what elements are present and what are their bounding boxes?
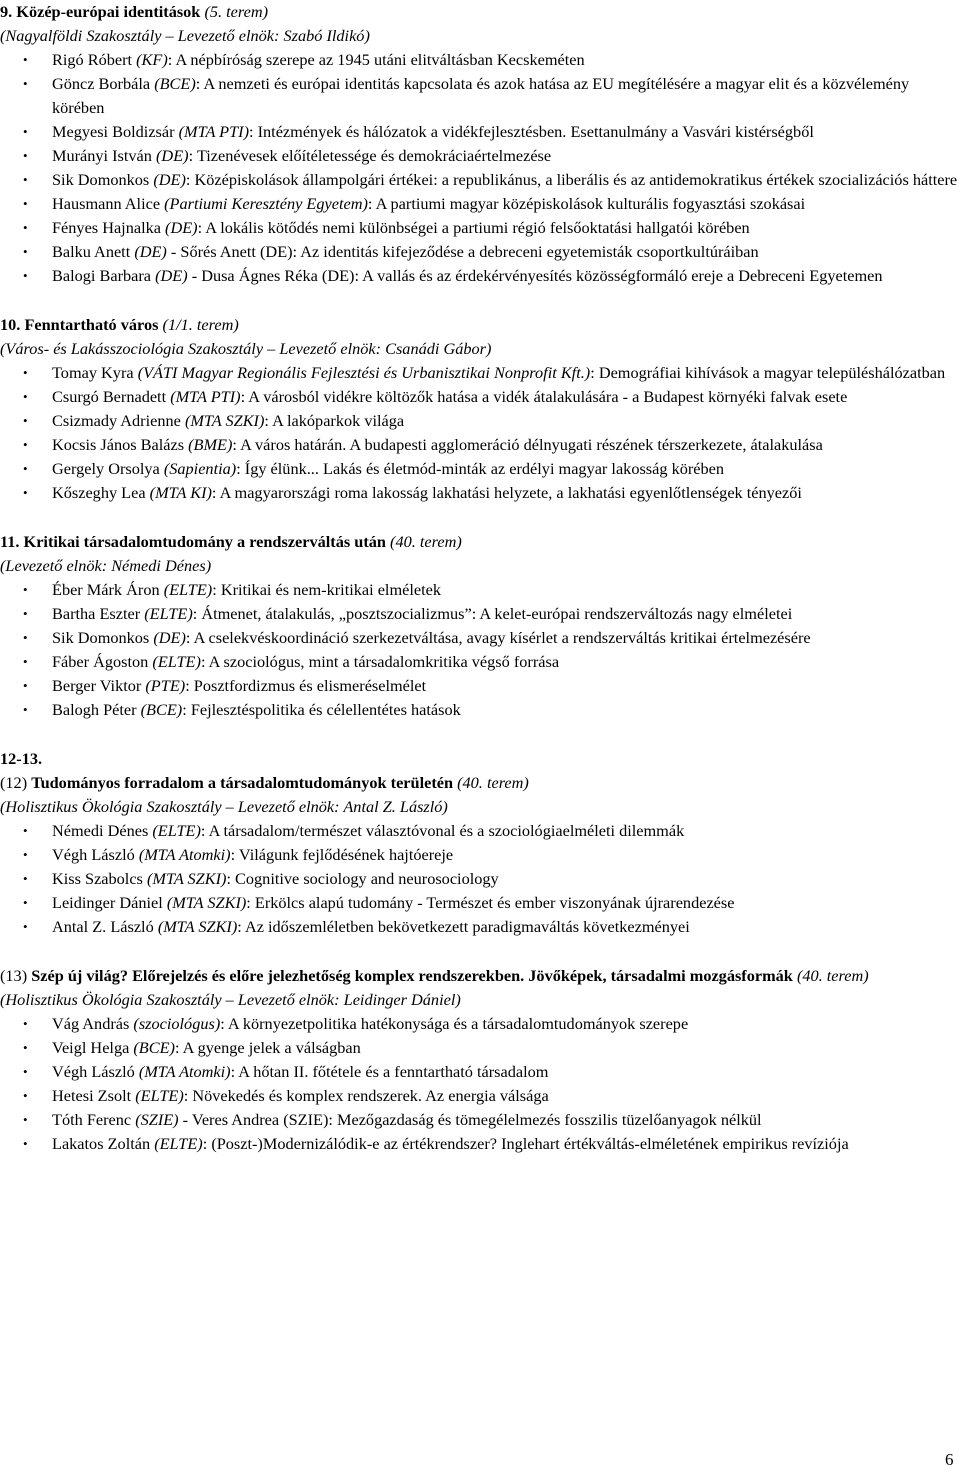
- list-item: • Balogi Barbara (DE) - Dusa Ágnes Réka (DE): A vallás és az érdekérvényesítés közösségformáló ereje a Debreceni Egyetemen: [0, 264, 960, 288]
- section-title: Tudományos forradalom a társadalomtudományok területén: [31, 773, 454, 792]
- list-item: • Balogh Péter (BCE): Fejlesztéspolitika és célellentétes hatások: [0, 698, 960, 722]
- list-item: • Hausmann Alice (Partiumi Keresztény Egyetem): A partiumi magyar középiskolások kulturális fogyasztási szokásai: [0, 192, 960, 216]
- list-item: • Kocsis János Balázs (BME): A város határán. A budapesti agglomeráció délnyugati részének térszerkezete, átalakulása: [0, 433, 960, 457]
- list-item: • Rigó Róbert (KF): A népbíróság szerepe az 1945 utáni elitváltásban Kecskeméten: [0, 48, 960, 72]
- section-heading: [0, 530, 960, 554]
- room-label: (40. terem): [390, 532, 462, 551]
- list-item: • Berger Viktor (PTE): Posztfordizmus és elismeréselmélet: [0, 674, 960, 698]
- list-item: • Csurgó Bernadett (MTA PTI): A városból vidékre költözők hatása a vidék átalakulására - a Budapest környéki falvak esete: [0, 385, 960, 409]
- list-item: • Veigl Helga (BCE): A gyenge jelek a válságban: [0, 1036, 960, 1060]
- list-item: • Gergely Orsolya (Sapientia): Így élünk... Lakás és életmód-minták az erdélyi magyar lakosság körében: [0, 457, 960, 481]
- list-item: • Antal Z. László (MTA SZKI): Az időszemléletben bekövetkezett paradigmaváltás következményei: [0, 915, 960, 939]
- talk-list: [0, 361, 960, 505]
- section-number: 11.: [0, 532, 20, 551]
- section-heading: [0, 771, 960, 795]
- list-item: • Sik Domonkos (DE): A cselekvéskoordináció szerkezetváltása, avagy kísérlet a rendszerváltás kritikai értelmezésére: [0, 626, 960, 650]
- section-number: 12-13.: [0, 749, 43, 768]
- session-number: (13): [0, 966, 28, 985]
- room-label: (40. terem): [457, 773, 529, 792]
- section-heading: [0, 313, 960, 337]
- chair-line: (Nagyalföldi Szakosztály – Levezető elnök: Szabó Ildikó): [0, 26, 370, 45]
- section-number: 10.: [0, 315, 21, 334]
- list-item: • Lakatos Zoltán (ELTE): (Poszt-)Modernizálódik-e az értékrendszer? Inglehart értékváltás-elméletének empirikus revíziója: [0, 1132, 960, 1156]
- section-title: Szép új világ? Előrejelzés és előre jelezhetőség komplex rendszerekben. Jövőképek, társadalmi mozgásformák: [31, 966, 793, 985]
- section-12-13: [0, 747, 960, 939]
- talk-list: [0, 819, 960, 939]
- room-label: (1/1. terem): [162, 315, 239, 334]
- section-10: [0, 313, 960, 505]
- list-item: • Végh László (MTA Atomki): A hőtan II. főtétele és a fenntartható társadalom: [0, 1060, 960, 1084]
- list-item: • Tomay Kyra (VÁTI Magyar Regionális Fejlesztési és Urbanisztikai Nonprofit Kft.): Demográfiai kihívások a magyar településhálózatban: [0, 361, 960, 385]
- list-item: • Murányi István (DE): Tizenévesek előítéletessége és demokráciaértelmezése: [0, 144, 960, 168]
- section-11: [0, 530, 960, 722]
- section-heading: [0, 0, 960, 24]
- session-number: (12): [0, 773, 28, 792]
- section-number: 9.: [0, 2, 13, 21]
- list-item: • Fényes Hajnalka (DE): A lokális kötődés nemi különbségei a partiumi régió felsőoktatási hallgatói körében: [0, 216, 960, 240]
- list-item: • Fáber Ágoston (ELTE): A szociológus, mint a társadalomkritika végső forrása: [0, 650, 960, 674]
- list-item: • Balku Anett (DE) - Sőrés Anett (DE): Az identitás kifejeződése a debreceni egyetemisták csoportkultúráiban: [0, 240, 960, 264]
- talk-list: [0, 1012, 960, 1156]
- section-13: [0, 964, 960, 1156]
- list-item: • Kiss Szabolcs (MTA SZKI): Cognitive sociology and neurosociology: [0, 867, 960, 891]
- section-title: Kritikai társadalomtudomány a rendszerváltás után: [23, 532, 386, 551]
- room-label: (5. terem): [204, 2, 269, 21]
- list-item: • Megyesi Boldizsár (MTA PTI): Intézmények és hálózatok a vidékfejlesztésben. Esettanulmány a Vasvári kistérségből: [0, 120, 960, 144]
- list-item: • Göncz Borbála (BCE): A nemzeti és európai identitás kapcsolata és azok hatása az EU megítélésére a magyar elit és a közvélemény körében: [0, 72, 960, 120]
- list-item: • Éber Márk Áron (ELTE): Kritikai és nem-kritikai elméletek: [0, 578, 960, 602]
- list-item: • Némedi Dénes (ELTE): A társadalom/természet választóvonal és a szociológiaelméleti dilemmák: [0, 819, 960, 843]
- list-item: • Kőszeghy Lea (MTA KI): A magyarországi roma lakosság lakhatási helyzete, a lakhatási egyenlőtlenségek tényezői: [0, 481, 960, 505]
- room-label: (40. terem): [796, 966, 869, 985]
- chair-line: (Holisztikus Ökológia Szakosztály – Levezető elnök: Antal Z. László): [0, 797, 448, 816]
- list-item: • Leidinger Dániel (MTA SZKI): Erkölcs alapú tudomány - Természet és ember viszonyának újrarendezése: [0, 891, 960, 915]
- list-item: • Vág András (szociológus): A környezetpolitika hatékonysága és a társadalomtudományok szerepe: [0, 1012, 960, 1036]
- chair-line: (Holisztikus Ökológia Szakosztály – Levezető elnök: Leidinger Dániel): [0, 990, 461, 1009]
- list-item: • Tóth Ferenc (SZIE) - Veres Andrea (SZIE): Mezőgazdaság és tömegélelmezés fosszilis tüzelőanyagok nélkül: [0, 1108, 960, 1132]
- chair-line: (Város- és Lakásszociológia Szakosztály – Levezető elnök: Csanádi Gábor): [0, 339, 492, 358]
- chair-line: (Levezető elnök: Némedi Dénes): [0, 556, 212, 575]
- talk-list: [0, 48, 960, 288]
- section-title: Fenntartható város: [24, 315, 159, 334]
- list-item: • Bartha Eszter (ELTE): Átmenet, átalakulás, „posztszocializmus”: A kelet-európai rendszerváltozás nagy elméletei: [0, 602, 960, 626]
- list-item: • Csizmady Adrienne (MTA SZKI): A lakóparkok világa: [0, 409, 960, 433]
- talk-list: [0, 578, 960, 722]
- list-item: • Sik Domonkos (DE): Középiskolások állampolgári értékei: a republikánus, a liberális és az antidemokratikus értékek szocializációs háttere: [0, 168, 960, 192]
- list-item: • Végh László (MTA Atomki): Világunk fejlődésének hajtóereje: [0, 843, 960, 867]
- list-item: • Hetesi Zsolt (ELTE): Növekedés és komplex rendszerek. Az energia válsága: [0, 1084, 960, 1108]
- section-title: Közép-európai identitások: [16, 2, 201, 21]
- section-9: [0, 0, 960, 288]
- section-heading: [0, 964, 960, 988]
- page-number: 6: [945, 1450, 954, 1469]
